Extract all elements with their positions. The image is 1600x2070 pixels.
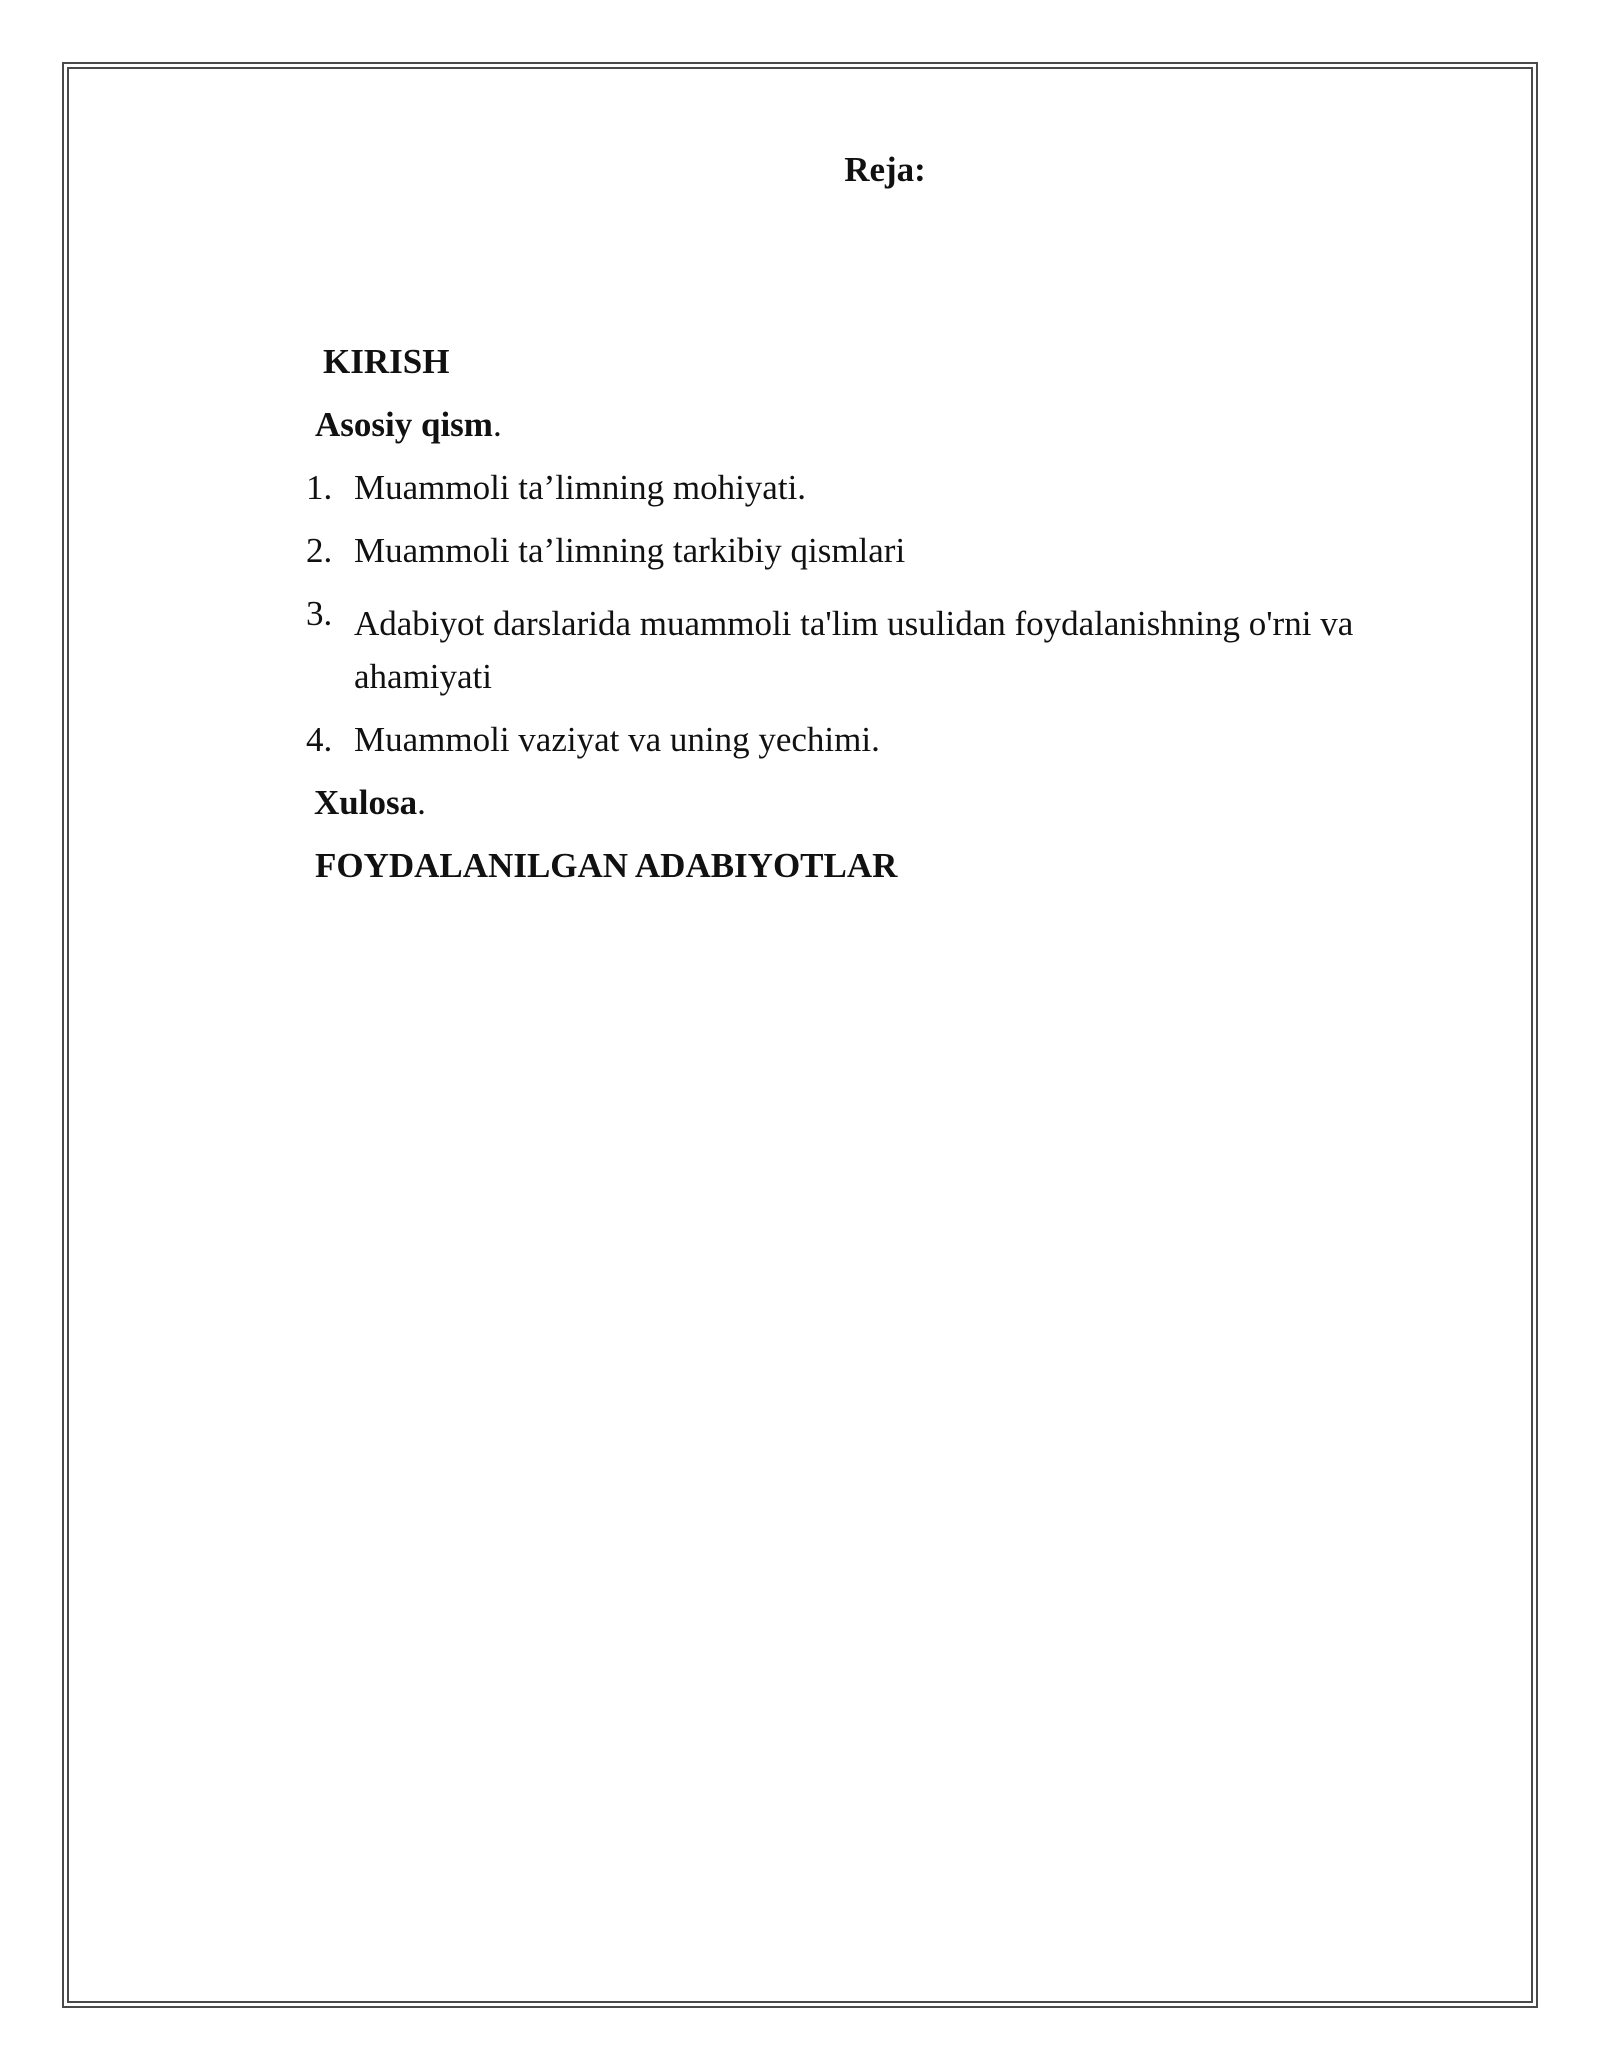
list-item-text-continuation: ahamiyati bbox=[354, 657, 493, 696]
list-item-number: 2. bbox=[306, 531, 333, 570]
list-item bbox=[306, 529, 905, 573]
list-item-text: Adabiyot darslarida muammoli ta'lim usulidan foydalanishning o'rni va bbox=[354, 604, 1354, 643]
section-references: FOYDALANILGAN ADABIYOTLAR bbox=[315, 846, 898, 885]
section-xulosa bbox=[314, 781, 426, 825]
section-asosiy-punct: . bbox=[492, 405, 502, 444]
section-asosiy-qism bbox=[315, 403, 502, 447]
list-item-number: 4. bbox=[306, 720, 333, 759]
list-item-number bbox=[306, 592, 354, 636]
list-item-number: 1. bbox=[306, 468, 333, 507]
list-item-text: Muammoli vaziyat va uning yechimi. bbox=[354, 720, 880, 759]
list-item-text: Muammoli ta’limning tarkibiy qismlari bbox=[354, 531, 906, 570]
section-xulosa-label: Xulosa bbox=[314, 783, 418, 822]
list-item bbox=[306, 718, 880, 762]
page-title: Reja: bbox=[844, 150, 926, 189]
section-asosiy-label: Asosiy qism bbox=[315, 405, 493, 444]
section-kirish: KIRISH bbox=[323, 342, 450, 381]
list-item-number-3: 3. bbox=[306, 594, 333, 633]
list-item bbox=[306, 466, 806, 510]
list-item-text: Muammoli ta’limning mohiyati. bbox=[354, 468, 807, 507]
page-border-inner bbox=[67, 67, 1533, 2003]
section-xulosa-punct: . bbox=[417, 783, 426, 822]
